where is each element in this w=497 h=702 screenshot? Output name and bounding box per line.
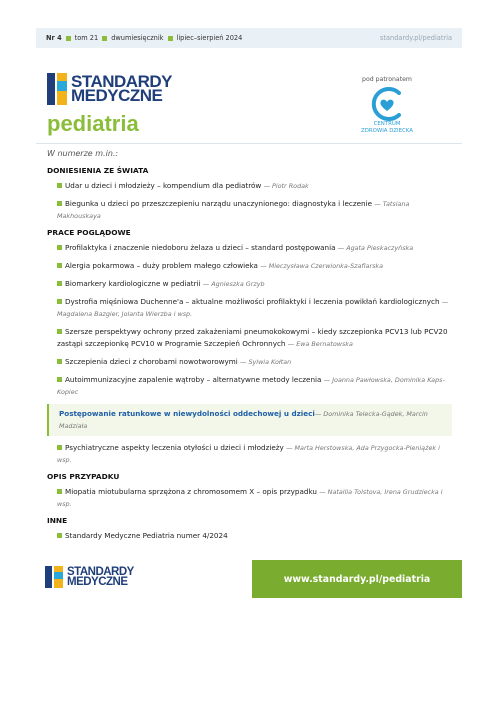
article-title: Alergia pokarmowa – duży problem małego człowieka bbox=[65, 261, 258, 270]
article-author: — Mieczysława Czerwionka-Szaflarska bbox=[260, 262, 384, 270]
logo-wordmark bbox=[71, 72, 172, 105]
article-author: — Marta Herstowska, Ada Przygocka-Pieniążek i wsp. bbox=[57, 444, 440, 464]
issue-date: lipiec–sierpień 2024 bbox=[176, 34, 243, 42]
patron-name-line-2: ZDROWIA DZIECKA bbox=[361, 128, 413, 134]
square-bullet-icon bbox=[57, 281, 62, 286]
top-url-link[interactable]: standardy.pl/pediatria bbox=[379, 34, 452, 42]
featured-article-author: — Dominika Telecka-Gądek, Marcin Madziała bbox=[59, 410, 428, 430]
square-bullet-icon bbox=[57, 533, 62, 538]
article-item[interactable] bbox=[57, 278, 452, 290]
standardy-medyczne-logo bbox=[47, 73, 172, 105]
article-author: — Magdalena Bazgier, Jolanta Wierzba i wsp. bbox=[57, 298, 449, 318]
square-bullet-icon bbox=[57, 359, 62, 364]
article-item[interactable] bbox=[57, 198, 452, 222]
article-item[interactable] bbox=[57, 442, 452, 466]
logo-mark-icon bbox=[47, 73, 67, 105]
patronage-label: pod patronatem bbox=[362, 76, 412, 83]
square-bullet-icon bbox=[57, 489, 62, 494]
square-bullet-icon bbox=[57, 329, 62, 334]
article-author: — Sylwia Kołtan bbox=[240, 358, 292, 366]
article-title: Standardy Medyczne Pediatria numer 4/2024 bbox=[65, 531, 228, 540]
article-author: — Piotr Rodak bbox=[263, 182, 309, 190]
article-item[interactable] bbox=[57, 326, 452, 350]
featured-article[interactable] bbox=[47, 404, 452, 436]
article-item[interactable] bbox=[57, 356, 452, 368]
patronage-block bbox=[352, 76, 422, 135]
section-heading: DONIESIENIA ZE ŚWIATA bbox=[47, 166, 149, 175]
article-item[interactable] bbox=[57, 530, 452, 542]
square-bullet-icon bbox=[57, 377, 62, 382]
logo-line-1: STANDARDY bbox=[71, 72, 172, 91]
square-bullet-icon bbox=[66, 36, 71, 41]
article-title: Profilaktyka i znaczenie niedoboru żelaza u dzieci – standard postępowania bbox=[65, 243, 336, 252]
square-bullet-icon bbox=[57, 183, 62, 188]
section-heading: INNE bbox=[47, 516, 68, 525]
table-of-contents bbox=[47, 149, 452, 548]
article-author: — Tatsiana Makhouskaya bbox=[57, 200, 410, 220]
journal-title: pediatria bbox=[47, 111, 139, 136]
toc-intro: W numerze m.in.: bbox=[47, 149, 119, 158]
logo-wordmark bbox=[67, 567, 134, 587]
featured-article-title: Postępowanie ratunkowe w niewydolności oddechowej u dzieci bbox=[59, 409, 315, 418]
divider bbox=[36, 143, 462, 144]
article-title: Autoimmunizacyjne zapalenie wątroby – alternatywne metody leczenia bbox=[65, 375, 322, 384]
article-author: — Agata Pieskaczyńska bbox=[337, 244, 414, 252]
footer-url-banner[interactable]: www.standardy.pl/pediatria bbox=[252, 560, 462, 598]
article-author: — Natallia Tolstova, Irena Grudziecka i wsp. bbox=[57, 488, 443, 508]
article-title: Psychiatryczne aspekty leczenia otyłości u dzieci i młodzieży bbox=[65, 443, 284, 452]
article-title: Dystrofia mięśniowa Duchenne'a – aktualne możliwości profilaktyki i leczenia powikłań kardiologicznych bbox=[65, 297, 440, 306]
footer-logo-line-1: STANDARDY bbox=[67, 566, 134, 578]
article-item[interactable] bbox=[57, 242, 452, 254]
article-title: Biegunka u dzieci po przeszczepieniu narządu unaczynionego: diagnostyka i leczenie bbox=[65, 199, 372, 208]
article-author: — Agnieszka Grzyb bbox=[202, 280, 265, 288]
article-item[interactable] bbox=[57, 260, 452, 272]
article-title: Szersze perspektywy ochrony przed zakażeniami pneumokokowymi – kiedy szczepionka PCV13 lub PCV20 zastąpi szczepionkę PCV10 w Programie Szczepień Ochronnych bbox=[57, 327, 448, 348]
issue-number: Nr 4 bbox=[46, 34, 62, 42]
article-item[interactable] bbox=[57, 180, 452, 192]
article-item[interactable] bbox=[57, 374, 452, 398]
article-author: — Ewa Bernatowska bbox=[287, 340, 353, 348]
article-title: Miopatia miotubularna sprzężona z chromosomem X – opis przypadku bbox=[65, 487, 317, 496]
square-bullet-icon bbox=[57, 201, 62, 206]
article-item[interactable] bbox=[57, 296, 452, 320]
square-bullet-icon bbox=[57, 263, 62, 268]
issue-info-bar bbox=[36, 28, 462, 48]
article-title: Szczepienia dzieci z chorobami nowotworowymi bbox=[65, 357, 238, 366]
section-heading: OPIS PRZYPADKU bbox=[47, 472, 120, 481]
issue-details bbox=[46, 34, 242, 42]
square-bullet-icon bbox=[57, 299, 62, 304]
article-title: Biomarkery kardiologiczne w pediatrii bbox=[65, 279, 201, 288]
article-author: — Joanna Pawłowska, Dominika Kaps-Kopiec bbox=[57, 376, 445, 396]
article-title: Udar u dzieci i młodzieży – kompendium dla pediatrów bbox=[65, 181, 262, 190]
section-heading: PRACE POGLĄDOWE bbox=[47, 228, 131, 237]
footer-logo-line-2: MEDYCZNE bbox=[67, 576, 128, 588]
logo-mark-icon bbox=[45, 566, 63, 588]
centrum-zdrowia-dziecka-logo-icon bbox=[367, 87, 407, 121]
square-bullet-icon bbox=[57, 245, 62, 250]
patron-name-line-1: CENTRUM bbox=[373, 121, 401, 127]
article-item[interactable] bbox=[57, 486, 452, 510]
logo-line-2: MEDYCZNE bbox=[71, 86, 163, 105]
volume: tom 21 bbox=[74, 34, 99, 42]
footer-logo bbox=[45, 566, 134, 588]
square-bullet-icon bbox=[168, 36, 173, 41]
square-bullet-icon bbox=[102, 36, 107, 41]
square-bullet-icon bbox=[57, 445, 62, 450]
frequency: dwumiesięcznik bbox=[111, 34, 164, 42]
